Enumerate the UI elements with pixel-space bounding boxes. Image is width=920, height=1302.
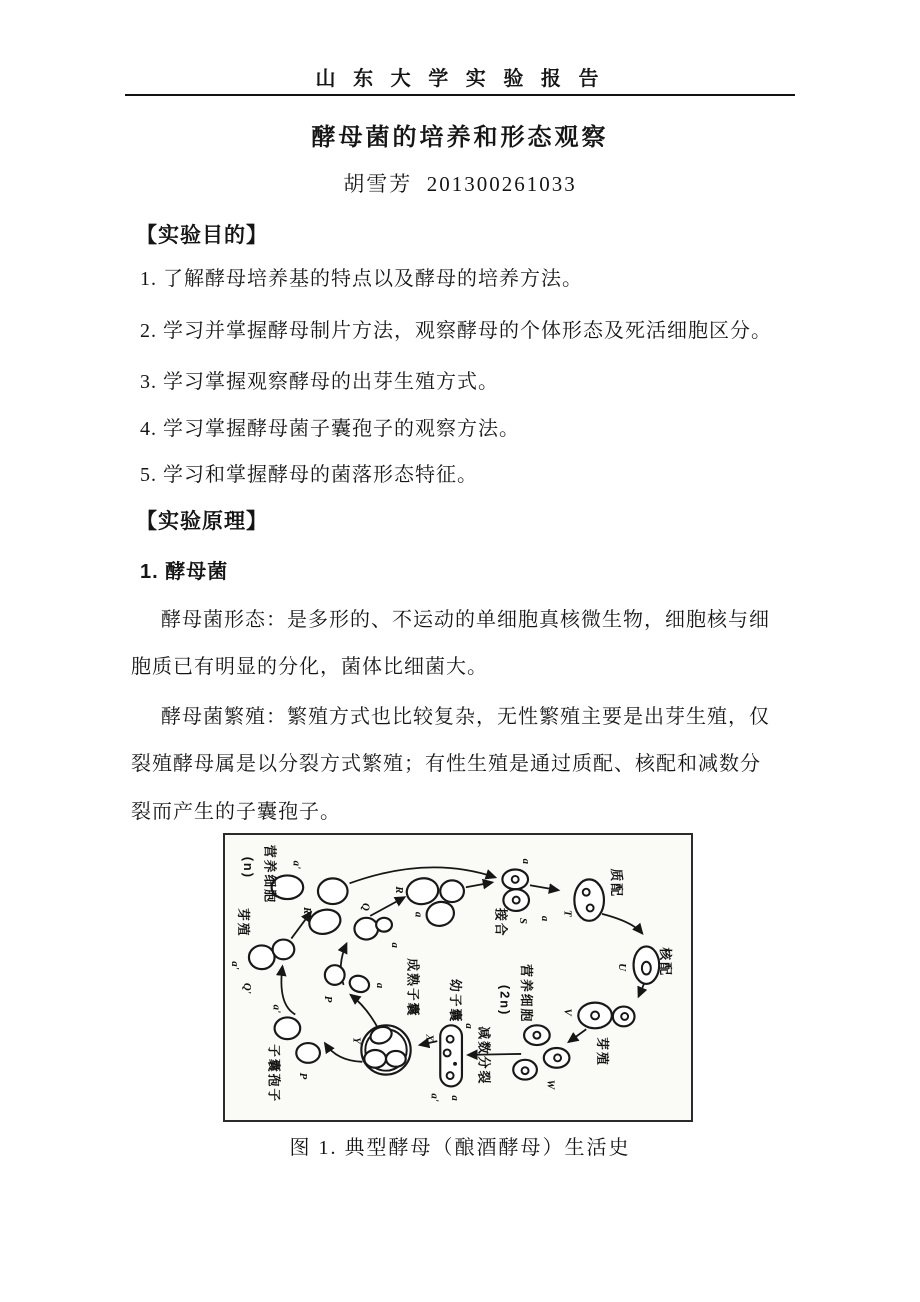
purpose-item-2: 2. 学习并掌握酵母制片方法，观察酵母的个体形态及死活细胞区分。 bbox=[140, 320, 772, 342]
mark-a-11: a bbox=[374, 982, 387, 989]
yeast-lifecycle-figure bbox=[225, 835, 691, 1120]
mark-u: U bbox=[615, 963, 628, 972]
mark-a-10: a bbox=[388, 942, 401, 948]
purpose-item-1: 1. 了解酵母培养基的特点以及酵母的培养方法。 bbox=[140, 268, 583, 290]
mark-w: W bbox=[544, 1079, 557, 1090]
mature-ascus bbox=[361, 1024, 410, 1075]
mark-q-prime: Q' bbox=[241, 982, 254, 994]
mark-a-9: a bbox=[412, 911, 425, 918]
diploid-budding-pair bbox=[578, 1003, 634, 1029]
label-ascospores: 子囊孢子 bbox=[266, 1044, 282, 1104]
mark-r-prime: R' bbox=[301, 906, 314, 918]
mark-a-prime-3: a' bbox=[270, 1004, 283, 1014]
label-meiosis: 减数分裂 bbox=[476, 1026, 492, 1086]
mark-a-7: a bbox=[538, 915, 551, 922]
mark-v: V bbox=[561, 1008, 574, 1016]
principle-subheading: 1. 酵母菌 bbox=[140, 561, 229, 583]
purpose-item-3: 3. 学习掌握观察酵母的出芽生殖方式。 bbox=[140, 371, 499, 393]
mark-x: X bbox=[423, 1034, 436, 1042]
label-plasmogamy: 质配 bbox=[608, 868, 624, 899]
principle-para2-line3: 裂而产生的子囊孢子。 bbox=[131, 801, 341, 823]
purpose-item-5: 5. 学习和掌握酵母的菌落形态特征。 bbox=[140, 464, 478, 486]
purpose-item-4: 4. 学习掌握酵母菌子囊孢子的观察方法。 bbox=[140, 418, 520, 440]
header-rule bbox=[125, 94, 795, 96]
mark-p-mid: P bbox=[321, 995, 334, 1003]
mark-q: Q bbox=[359, 903, 372, 911]
doc-header: 山 东 大 学 实 验 报 告 bbox=[315, 68, 605, 90]
label-vegetative-n: 营养细胞 bbox=[262, 844, 278, 905]
purpose-heading: 【实验目的】 bbox=[136, 224, 268, 247]
mark-a-4: a bbox=[462, 1023, 475, 1029]
label-young-ascus: 幼子囊 bbox=[448, 978, 464, 1024]
karyogamy-cell bbox=[634, 946, 660, 983]
mark-a-6: a bbox=[449, 1095, 462, 1101]
label-ploidy-n: (n) bbox=[241, 856, 257, 879]
label-budding-right: 芽殖 bbox=[595, 1037, 611, 1067]
doc-title: 酵母菌的培养和形态观察 bbox=[311, 124, 609, 151]
mark-t: T bbox=[561, 909, 574, 917]
author-line: 胡雪芳 201300261033 bbox=[343, 172, 577, 196]
label-conjugation: 接合 bbox=[493, 907, 509, 938]
principle-heading: 【实验原理】 bbox=[136, 510, 268, 533]
label-mature-ascus: 成熟子囊 bbox=[405, 958, 421, 1018]
principle-para1-line2: 胞质已有明显的分化，菌体比细菌大。 bbox=[131, 656, 488, 678]
label-vegetative-2n: 营养细胞 bbox=[519, 964, 535, 1024]
mark-r: R bbox=[392, 886, 405, 894]
mark-a-prime-1: a' bbox=[290, 860, 303, 870]
principle-para2-line2: 裂殖酵母属是以分裂方式繁殖；有性生殖是通过质配、核配和减数分 bbox=[131, 753, 761, 775]
young-ascus bbox=[440, 1025, 462, 1086]
label-budding-left: 芽殖 bbox=[236, 907, 252, 938]
mark-s: S bbox=[517, 917, 530, 924]
plasmogamy-cell bbox=[574, 879, 604, 920]
mark-a-8: a bbox=[520, 858, 533, 865]
mark-a-prime-2: a' bbox=[229, 961, 242, 970]
label-karyogamy: 核配 bbox=[658, 947, 674, 978]
figure-box bbox=[223, 833, 693, 1122]
principle-para1-line1: 酵母菌形态：是多形的、不运动的单细胞真核微生物，细胞核与细 bbox=[161, 609, 770, 631]
mark-p-left: P bbox=[297, 1072, 310, 1080]
mark-y: Y bbox=[350, 1037, 363, 1044]
label-ploidy-2n: (2n) bbox=[497, 984, 513, 1017]
mark-a-prime-5: a' bbox=[428, 1093, 441, 1102]
diploid-cells bbox=[513, 1025, 569, 1079]
conjugating-pair bbox=[502, 870, 529, 911]
figure-caption: 图 1. 典型酵母（酿酒酵母）生活史 bbox=[289, 1137, 631, 1159]
principle-para2-line1: 酵母菌繁殖：繁殖方式也比较复杂，无性繁殖主要是出芽生殖，仅 bbox=[161, 706, 770, 728]
